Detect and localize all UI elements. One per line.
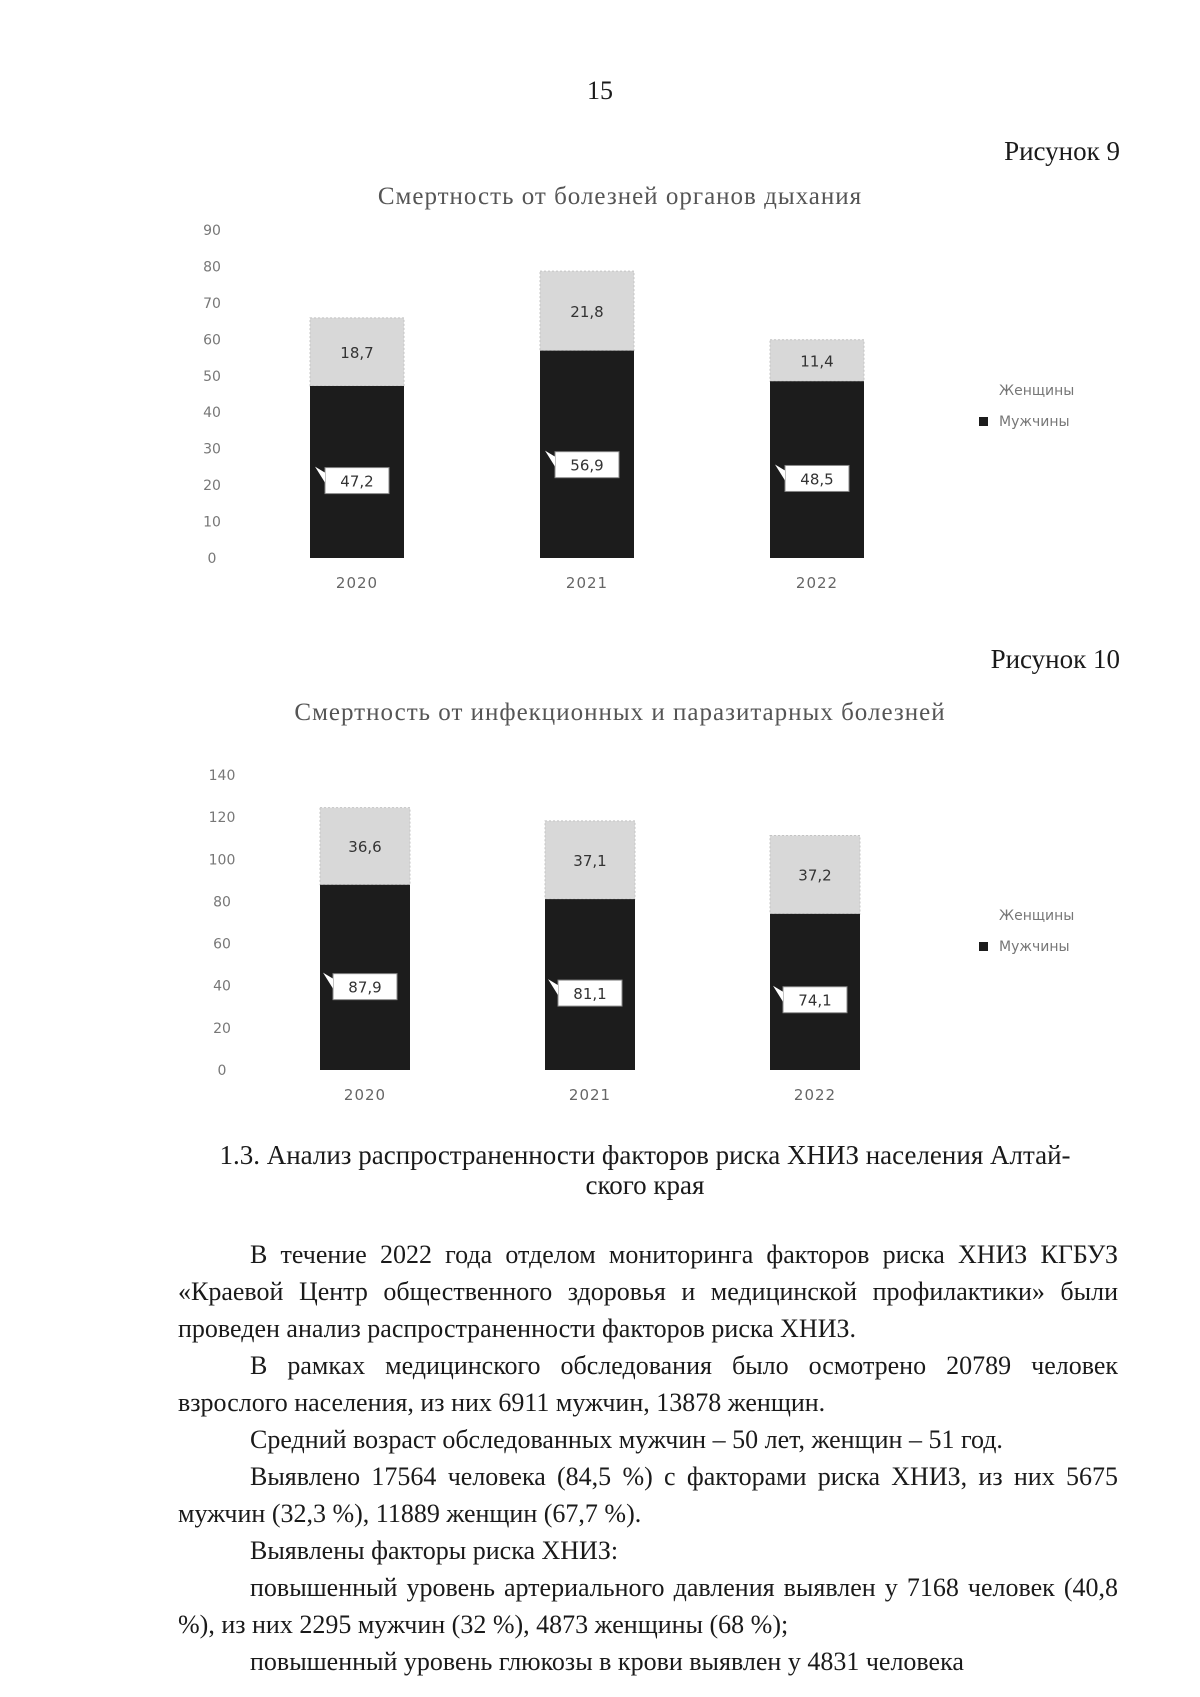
y-tick-label: 80 — [213, 894, 231, 911]
x-tick-label: 2020 — [343, 1086, 387, 1104]
data-label-women: 37,2 — [798, 866, 832, 885]
x-tick-label: 2021 — [565, 574, 609, 592]
section-heading-line-1: 1.3. Анализ распространенности факторов риска ХНИЗ населения Алтай- — [219, 1140, 1071, 1170]
data-label-men: 48,5 — [800, 470, 834, 489]
x-tick-label: 2022 — [793, 1086, 837, 1104]
paragraph: повышенный уровень глюкозы в крови выявлен у 4831 человека — [250, 1647, 964, 1676]
y-tick-label: 80 — [203, 259, 221, 276]
legend-label-men: Мужчины — [999, 414, 1070, 430]
data-label-women: 11,4 — [800, 352, 834, 371]
body-text — [178, 1236, 1118, 1680]
paragraph: В течение 2022 года отделом мониторинга факторов риска ХНИЗ КГБУЗ «Краевой Центр общественного здоровья и медицинской профилактики» были проведен анализ распространенности факторов риска ХНИЗ. — [178, 1240, 1118, 1343]
y-tick-label: 20 — [203, 478, 221, 495]
y-tick-label: 70 — [203, 295, 221, 312]
data-label-men: 74,1 — [798, 991, 832, 1010]
data-label-women: 21,8 — [570, 302, 604, 321]
legend-label-women: Женщины — [999, 908, 1075, 924]
section-heading — [190, 1140, 1100, 1200]
chart-2-title: Смертность от инфекционных и паразитарных болезней — [294, 699, 946, 726]
y-tick-label: 60 — [203, 332, 221, 349]
paragraph: В рамках медицинского обследования было осмотрено 20789 человек взрослого населения, из них 6911 мужчин, 13878 женщин. — [178, 1351, 1118, 1417]
data-label-men: 87,9 — [348, 978, 382, 997]
legend-swatch-men — [979, 417, 988, 426]
y-tick-label: 40 — [213, 978, 231, 995]
paragraph: Выявлены факторы риска ХНИЗ: — [250, 1536, 619, 1565]
figure-10-label: Рисунок 10 — [990, 644, 1120, 674]
y-tick-label: 100 — [208, 852, 236, 869]
y-tick-label: 60 — [213, 936, 231, 953]
y-tick-label: 0 — [217, 1063, 227, 1079]
legend-swatch-men — [979, 942, 988, 951]
y-tick-label: 90 — [203, 223, 221, 239]
x-tick-label: 2020 — [335, 574, 379, 592]
paragraph: Выявлено 17564 человека (84,5 %) с факторами риска ХНИЗ, из них 5675 мужчин (32,3 %), 11889 женщин (67,7 %). — [178, 1462, 1118, 1528]
data-label-women: 37,1 — [573, 852, 607, 871]
y-tick-label: 140 — [208, 768, 236, 784]
chart-1-title: Смертность от болезней органов дыхания — [377, 183, 863, 210]
y-tick-label: 30 — [203, 441, 221, 458]
x-tick-label: 2022 — [795, 574, 839, 592]
paragraph: повышенный уровень артериального давления выявлен у 7168 человек (40,8 %), из них 2295 мужчин (32 %), 4873 женщины (68 %); — [178, 1573, 1118, 1639]
x-tick-label: 2021 — [568, 1086, 612, 1104]
y-tick-label: 50 — [203, 368, 221, 385]
figure-9-label: Рисунок 9 — [1004, 136, 1120, 166]
data-label-women: 36,6 — [348, 838, 382, 857]
data-label-women: 18,7 — [340, 343, 374, 362]
chart-infectious-mortality — [0, 760, 1200, 1120]
y-tick-label: 120 — [208, 810, 236, 827]
y-tick-label: 0 — [207, 551, 217, 567]
data-label-men: 56,9 — [570, 456, 604, 475]
y-tick-label: 40 — [203, 405, 221, 422]
legend-label-women: Женщины — [999, 383, 1075, 399]
data-label-men: 81,1 — [573, 985, 607, 1004]
y-tick-label: 20 — [213, 1020, 231, 1037]
legend-label-men: Мужчины — [999, 939, 1070, 955]
y-tick-label: 10 — [203, 514, 221, 531]
data-label-men: 47,2 — [340, 472, 374, 491]
paragraph: Средний возраст обследованных мужчин – 50 лет, женщин – 51 год. — [250, 1425, 1003, 1454]
chart-respiratory-mortality — [0, 220, 1200, 620]
page-number: 15 — [587, 76, 613, 105]
section-heading-line-2: ского края — [585, 1170, 705, 1200]
